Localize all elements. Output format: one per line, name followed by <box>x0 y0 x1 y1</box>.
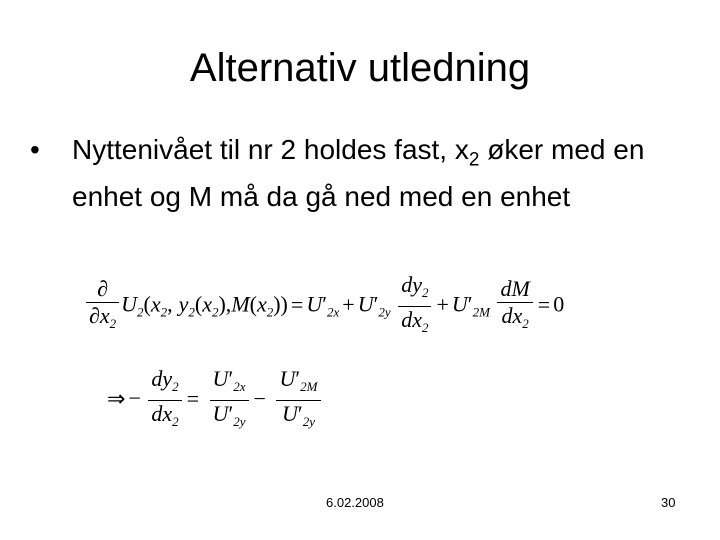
footer-date: 6.02.2008 <box>326 495 384 510</box>
equation-partial-derivative: $\frac{\partial}{\partial x_2}$ $U_2(x_2$, $y_2(x_2),M(x_2)) = U'_{2x} + U'_{2y}$ $\frac{dy_2}{dx_2}$ + $U'_{2M}$ $\frac{dM}{dx_2}$ = 0 <box>84 272 564 341</box>
bullet-subscript: 2 <box>468 149 480 171</box>
bullet-icon: • <box>30 134 40 165</box>
dM-dx-fraction: $\frac{dM}{dx_2}$ <box>497 276 532 337</box>
bullet-text-part2: øker med en enhet og M må da gå ned med en enhet <box>72 134 645 212</box>
marginal-utility-ratio-x: $\frac{U'_{2x}}{U'_{2y}}$ <box>210 366 249 435</box>
dy-dx-fraction: $\frac{dy_2}{dx_2}$ <box>398 272 431 341</box>
slide-title: Alternativ utledning <box>189 46 531 90</box>
bullet-point <box>30 132 690 215</box>
equation-result: ⇒ − $\frac{dy_2}{dx_2}$ = $\frac{U'_{2x}}{U'_{2y}}$ − $\frac{U'_{2M}}{U'_{2y}}$ <box>104 366 323 435</box>
bullet-text-part1: Nyttenivået til nr 2 holdes fast, x <box>72 134 469 165</box>
marginal-utility-ratio-M: $\frac{U'_{2M}}{U'_{2y}}$ <box>276 366 320 435</box>
neg-dy-dx-fraction: $\frac{dy_2}{dx_2}$ <box>148 366 181 435</box>
bullet-text <box>72 132 690 215</box>
footer-page-number: 30 <box>661 495 676 510</box>
partial-operator-fraction: $\frac{\partial}{\partial x_2}$ <box>86 276 119 337</box>
